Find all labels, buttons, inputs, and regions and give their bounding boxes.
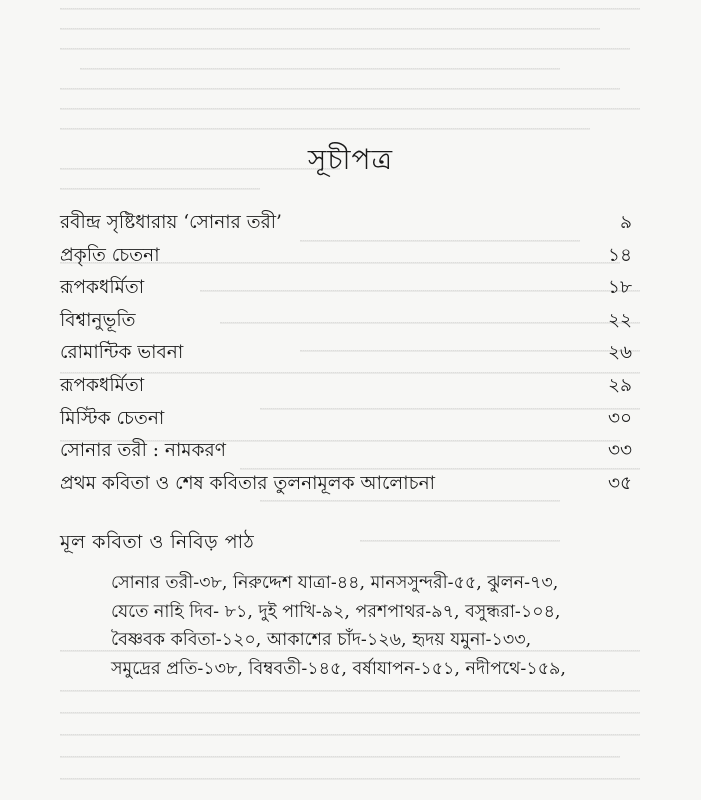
- toc-entry: [60, 241, 632, 274]
- poem-list-line: যেতে নাহি দিব- ৮১, দুই পাখি-৯২, পরশপাথর-৯৭, বসুন্ধরা-১০৪,: [111, 601, 561, 622]
- show-through-line: [360, 540, 560, 542]
- show-through-line: [60, 28, 600, 30]
- show-through-line: [60, 8, 640, 10]
- toc-entry-title: রবীন্দ্র সৃষ্টিধারায় ‘সোনার তরী’: [60, 212, 282, 233]
- poem-list-line: সমুদ্রের প্রতি-১৩৮, বিম্ববতী-১৪৫, বর্ষাযাপন-১৫১, নদীপথে-১৫৯,: [111, 658, 566, 679]
- toc-entry: [60, 306, 632, 339]
- show-through-line: [60, 712, 640, 714]
- toc-entry: [60, 273, 632, 306]
- toc-entry-title: রোমান্টিক ভাবনা: [60, 342, 184, 364]
- toc-entry-page: ৩৫: [607, 472, 632, 494]
- show-through-line: [60, 690, 640, 692]
- toc-entry-title: রূপকধর্মিতা: [60, 277, 145, 299]
- show-through-line: [60, 88, 620, 90]
- poem-list-line: সোনার তরী-৩৮, নিরুদ্দেশ যাত্রা-৪৪, মানসসুন্দরী-৫৫, ঝুলন-৭৩,: [111, 573, 559, 593]
- toc-entry-page: ৯: [619, 212, 632, 233]
- toc-entry-page: ২৯: [607, 374, 632, 396]
- show-through-line: [60, 778, 640, 780]
- poem-list: [111, 570, 691, 684]
- toc-entry: [60, 436, 632, 469]
- toc-entry-page: ২৬: [607, 342, 632, 364]
- toc-entry-page: ১৪: [607, 244, 632, 266]
- show-through-line: [60, 108, 640, 110]
- show-through-line: [60, 188, 260, 190]
- toc-entry: [60, 371, 632, 404]
- show-through-line: [60, 756, 620, 758]
- show-through-line: [60, 734, 640, 736]
- toc-entry-title: মিস্টিক চেতনা: [60, 407, 165, 429]
- toc-entry: [60, 469, 632, 502]
- toc-entry-title: প্রথম কবিতা ও শেষ কবিতার তুলনামূলক আলোচনা: [60, 472, 435, 494]
- show-through-line: [80, 68, 560, 70]
- section-heading: মূল কবিতা ও নিবিড় পাঠ: [60, 531, 255, 553]
- poem-list-line: বৈষ্ণবক কবিতা-১২০, আকাশের চাঁদ-১২৬, হৃদয় যমুনা-১৩৩,: [111, 630, 532, 650]
- toc-entry-page: ৩৩: [607, 440, 632, 462]
- table-of-contents: [60, 208, 632, 501]
- toc-entry-page: ১৮: [607, 277, 632, 299]
- toc-entry-title: বিশ্বানুভূতি: [60, 309, 136, 331]
- toc-entry: [60, 404, 632, 437]
- toc-entry-title: সোনার তরী : নামকরণ: [60, 440, 226, 462]
- toc-entry: [60, 338, 632, 371]
- show-through-line: [60, 128, 590, 130]
- toc-entry-page: ৩০: [607, 407, 632, 429]
- show-through-line: [60, 48, 630, 50]
- toc-entry-page: ২২: [607, 309, 632, 331]
- toc-entry-title: রূপকধর্মিতা: [60, 374, 145, 396]
- page-title: সূচীপত্র: [307, 143, 394, 176]
- toc-entry-title: প্রকৃতি চেতনা: [60, 244, 160, 266]
- toc-entry: [60, 208, 632, 241]
